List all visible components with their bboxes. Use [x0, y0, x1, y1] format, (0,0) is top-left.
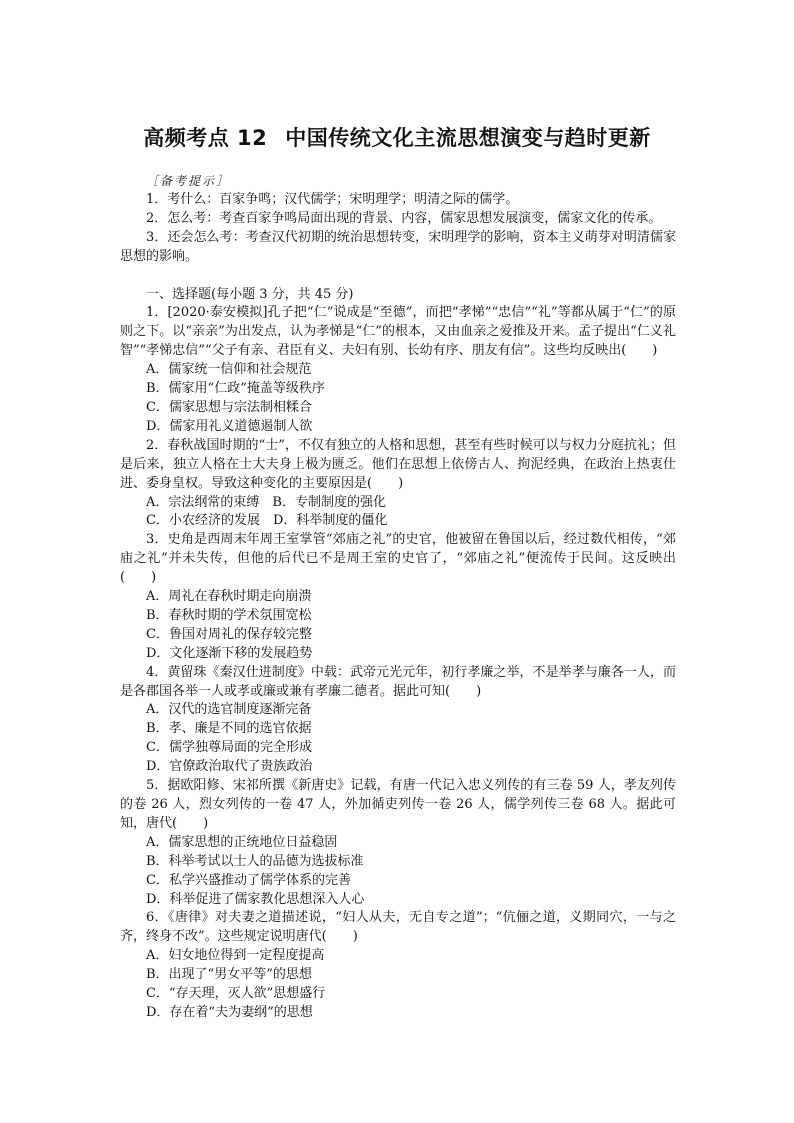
title-number: 高频考点 12 [143, 126, 268, 150]
question-4-stem: 4．黄留珠《秦汉仕进制度》中载：武帝元光元年，初行孝廉之举，不是举孝与廉各一人，而是各郡国各举一人或孝或廉或兼有孝廉二德者。据此可知( ) [120, 664, 676, 699]
question-1-option-d: D．儒家用礼义道德遏制人欲 [146, 418, 313, 434]
question-6-option-c: C．“存天理，灭人欲”思想盛行 [146, 986, 326, 1002]
question-1-option-c: C．儒家思想与宗法制相糅合 [146, 399, 312, 415]
prep-hint-label: ［备考提示］ [146, 174, 231, 188]
question-5-option-a: A．儒家思想的正统地位日益稳固 [146, 834, 338, 850]
hint-item-1: 1．考什么：百家争鸣；汉代儒学；宋明理学；明清之际的儒学。 [146, 191, 519, 207]
question-3-stem: 3．史角是西周末年周王室掌管“郊庙之礼”的史官，他被留在鲁国以后，经过数代相传，“郊庙之礼”并未失传，但他的后代已不是周王室的史官了，“郊庙之礼”便流传于民间。这反映出( ) [120, 532, 676, 586]
section-heading: 一、选择题(每小题 3 分，共 45 分) [146, 286, 354, 302]
question-5-option-d: D．科举促进了儒家教化思想深入人心 [146, 891, 365, 907]
question-4-option-b: B．孝、廉是不同的选官依据 [146, 721, 312, 737]
question-5-option-c: C．私学兴盛推动了儒学体系的完善 [146, 872, 351, 888]
question-3-option-b: B．春秋时期的学术氛围宽松 [146, 607, 312, 623]
page-title [0, 122, 794, 152]
question-3-option-a: A．周礼在春秋时期走向崩溃 [146, 589, 312, 605]
title-text: 中国传统文化主流思想演变与趋时更新 [285, 126, 651, 150]
question-5-option-b: B．科举考试以士人的品德为选拔标准 [146, 853, 364, 869]
question-4-option-c: C．儒学独尊局面的完全形成 [146, 740, 312, 756]
question-2-options-ab: A．宗法纲常的束缚 B．专制制度的强化 [146, 494, 386, 510]
question-1-stem: 1．[2020·泰安模拟]孔子把“仁”说成是“至德”，而把“孝悌”“忠信”“礼”等都从属于“仁”的原则之下。以“亲亲”为出发点，认为孝悌是“仁”的根本，又由血亲之爱推及开来。孟子提出“仁义礼智”“孝悌忠信”“父子有亲、君臣有义、夫妇有别、长幼有序、朋友有信”。这些均反映出( ) [120, 305, 676, 359]
question-6-option-b: B．出现了“男女平等”的思想 [146, 967, 312, 983]
question-3-option-d: D．文化逐渐下移的发展趋势 [146, 645, 313, 661]
hint-item-2: 2．怎么考：考查百家争鸣局面出现的背景、内容，儒家思想发展演变，儒家文化的传承。 [146, 210, 662, 226]
question-4-option-a: A．汉代的选官制度逐渐完备 [146, 702, 312, 718]
question-5-stem: 5．据欧阳修、宋祁所撰《新唐史》记载，有唐一代记入忠义列传的有三卷 59 人，孝友列传的卷 26 人，烈女列传的一卷 47 人，外加循吏列传一卷 26 人，儒学列传三卷 68 人。据此可知，唐代( ) [120, 778, 676, 831]
spacer [120, 267, 676, 286]
question-1-option-a: A．儒家统一信仰和社会规范 [146, 362, 312, 378]
question-6-option-d: D．存在着“夫为妻纲”的思想 [146, 1004, 313, 1020]
question-6-stem: 6．《唐律》对夫妻之道描述说，“妇人从夫，无自专之道”；“伉俪之道，义期同穴，一与之齐，终身不改”。这些规定说明唐代( ) [120, 910, 676, 945]
document-body [120, 172, 676, 1023]
question-4-option-d: D．官僚政治取代了贵族政治 [146, 759, 313, 775]
question-6-option-a: A．妇女地位得到一定程度提高 [146, 948, 325, 964]
question-2-options-cd: C．小农经济的发展 D．科举制度的僵化 [146, 513, 388, 529]
question-2-stem: 2．春秋战国时期的“士”，不仅有独立的人格和思想，甚至有些时候可以与权力分庭抗礼；但是后来，独立人格在士大夫身上极为匮乏。他们在思想上依傍古人、拘泥经典，在政治上热衷仕进、委身皇权。导致这种变化的主要原因是( ) [120, 437, 676, 491]
question-3-option-c: C．鲁国对周礼的保存较完整 [146, 626, 312, 642]
question-1-option-b: B．儒家用“仁政”掩盖等级秩序 [146, 381, 325, 397]
hint-item-3: 3．还会怎么考：考查汉代初期的统治思想转变，宋明理学的影响，资本主义萌芽对明清儒家思想的影响。 [120, 229, 676, 264]
